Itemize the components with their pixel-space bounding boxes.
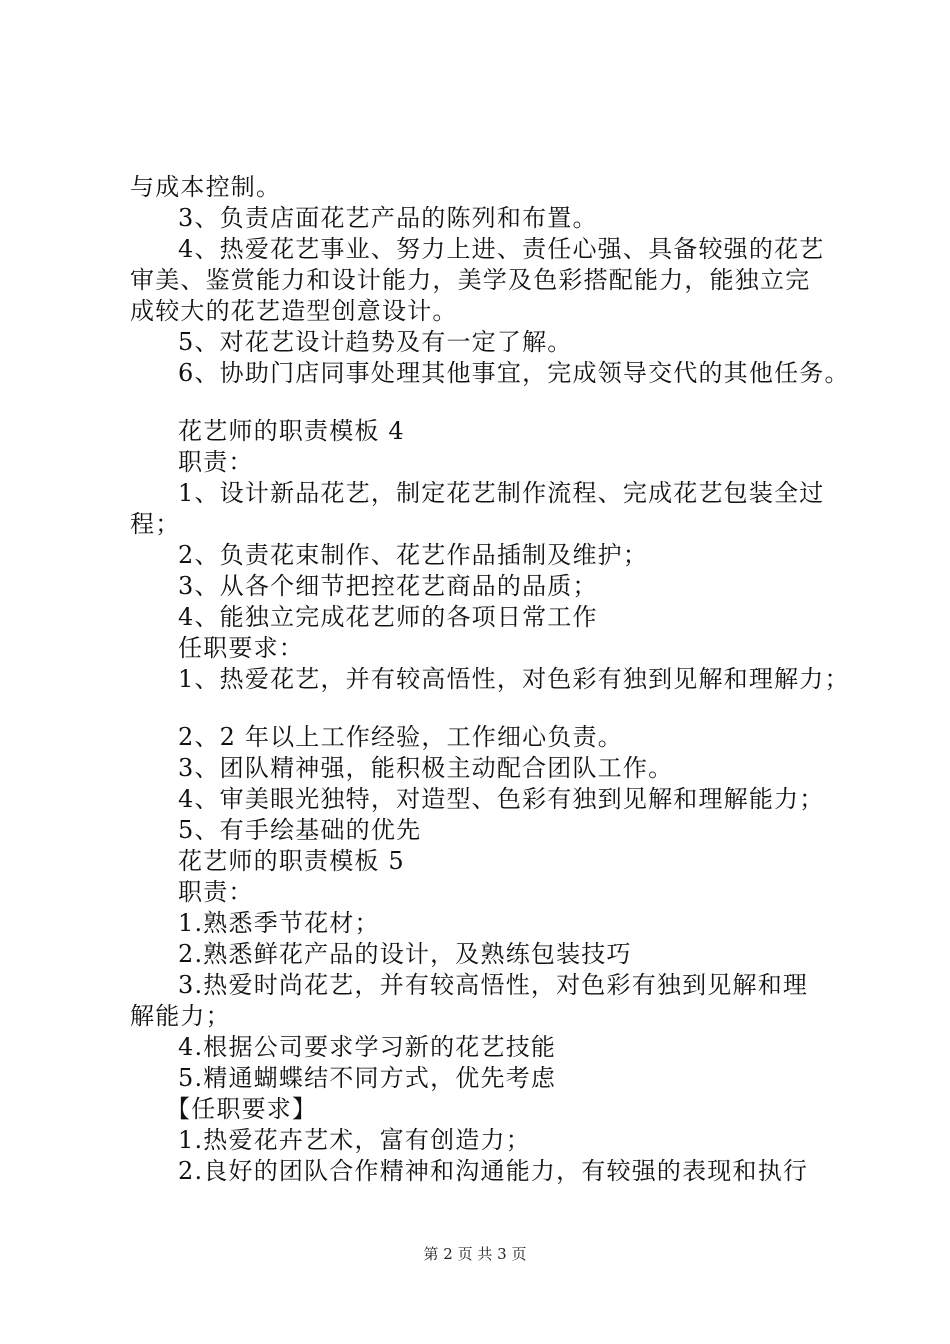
text-line: 5、有手绘基础的优先 (178, 816, 422, 844)
text-line: 花艺师的职责模板 5 (178, 847, 405, 875)
text-line: 1.熟悉季节花材； (178, 909, 380, 937)
text-line: 【任职要求】 (166, 1095, 318, 1123)
text-line: 2、2 年以上工作经验，工作细心负责。 (178, 723, 623, 751)
text-line: 4、能独立完成花艺师的各项日常工作 (178, 603, 598, 631)
text-line: 3.热爱时尚花艺，并有较高悟性，对色彩有独到见解和理 (178, 971, 809, 999)
text-line: 2.良好的团队合作精神和沟通能力，有较强的表现和执行 (178, 1157, 809, 1185)
text-line: 1.热爱花卉艺术，富有创造力； (178, 1126, 531, 1154)
blank-line (130, 695, 835, 722)
text-line: 5.精通蝴蝶结不同方式，优先考虑 (178, 1064, 557, 1092)
text-line: 任职要求： (178, 634, 304, 662)
text-line: 解能力； (130, 1002, 231, 1030)
text-line: 1、热爱花艺，并有较高悟性，对色彩有独到见解和理解力； (178, 665, 850, 693)
text-line: 与成本控制。 (130, 173, 282, 201)
text-line: 3、团队精神强，能积极主动配合团队工作。 (178, 754, 674, 782)
text-line: 2.熟悉鲜花产品的设计，及熟练包装技巧 (178, 940, 632, 968)
blank-line (130, 389, 835, 416)
text-line: 3、从各个细节把控花艺商品的品质； (178, 572, 598, 600)
text-line: 3、负责店面花艺产品的陈列和布置。 (178, 204, 598, 232)
text-line: 4、热爱花艺事业、努力上进、责任心强、具备较强的花艺 (178, 235, 825, 263)
page-footer: 第 2 页 共 3 页 (423, 1245, 527, 1263)
text-line: 审美、鉴赏能力和设计能力，美学及色彩搭配能力，能独立完 (130, 266, 811, 294)
text-line: 1、设计新品花艺，制定花艺制作流程、完成花艺包装全过 (178, 479, 825, 507)
text-line: 6、协助门店同事处理其他事宜，完成领导交代的其他任务。 (178, 359, 850, 387)
text-line: 4.根据公司要求学习新的花艺技能 (178, 1033, 557, 1061)
text-line: 职责： (178, 448, 254, 476)
text-line: 5、对花艺设计趋势及有一定了解。 (178, 328, 573, 356)
text-line: 4、审美眼光独特，对造型、色彩有独到见解和理解能力； (178, 785, 825, 813)
text-line: 花艺师的职责模板 4 (178, 417, 405, 445)
text-line: 成较大的花艺造型创意设计。 (130, 297, 458, 325)
document-body (130, 172, 850, 1187)
text-line: 程； (130, 510, 181, 538)
text-line: 职责： (178, 878, 254, 906)
text-line: 2、负责花束制作、花艺作品插制及维护； (178, 541, 649, 569)
